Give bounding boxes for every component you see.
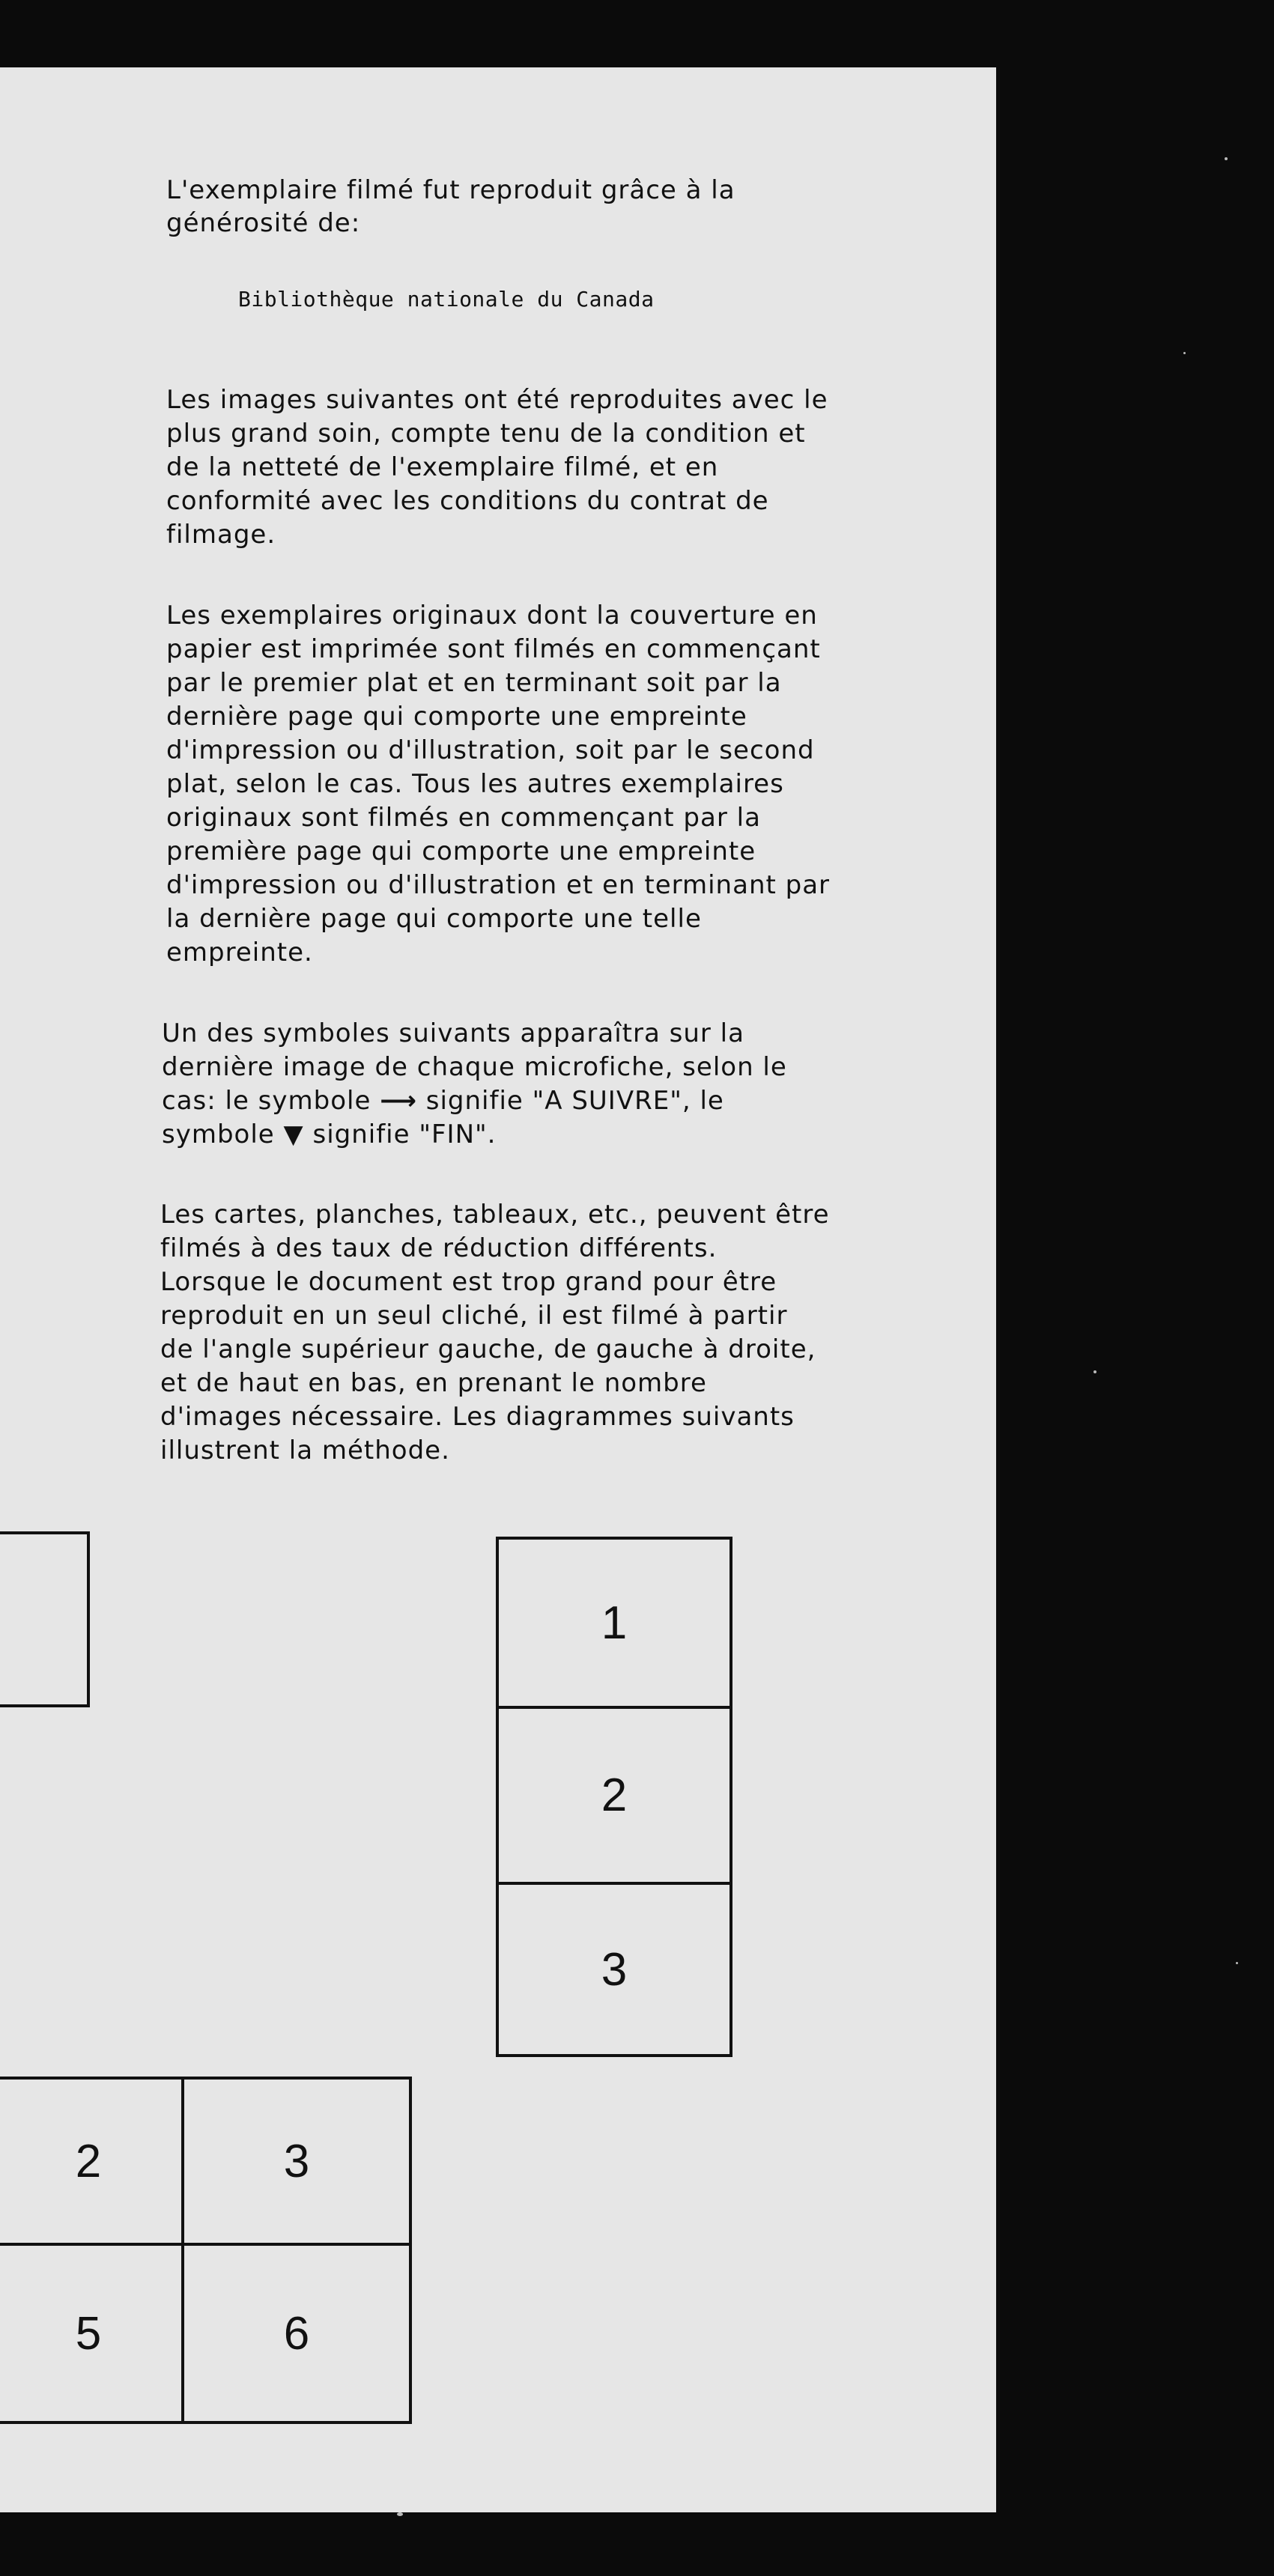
library-name: Bibliothèque nationale du Canada (238, 287, 655, 312)
paragraph-images: Les images suivantes ont été reproduites avec le plus grand soin, compte tenu de la condition et de la netteté de l'exemplaire filmé, et en conformité avec les conditions du contrat de filmage. (166, 385, 828, 550)
scan-speck (1183, 352, 1186, 354)
diagram-vertical-cell: 3 (496, 1882, 732, 2057)
diagram-grid-cell: 2 (0, 2077, 184, 2246)
symbols-line-4-end: signifie "FIN". (303, 1120, 497, 1149)
diagram-single-frame (0, 1531, 90, 1707)
symbols-line-3 (162, 1084, 724, 1118)
triangle-down-icon: ▼ (283, 1120, 304, 1149)
diagram-grid-cell: 5 (0, 2243, 184, 2424)
symbols-line-2: dernière image de chaque microfiche, selon le (162, 1052, 787, 1082)
scan-speck (1093, 1370, 1096, 1373)
symbols-line-3-end: signifie "A SUIVRE", le (416, 1086, 724, 1116)
symbols-line-3-start: cas: le symbole (162, 1086, 380, 1116)
scan-speck (397, 2512, 403, 2516)
intro-line-2: générosité de: (166, 208, 361, 238)
diagram-grid-cell: 3 (181, 2077, 412, 2246)
diagram-vertical-cell: 2 (496, 1706, 732, 1885)
symbols-line-1: Un des symboles suivants apparaîtra sur la (162, 1018, 744, 1048)
paragraph-maps: Les cartes, planches, tableaux, etc., peuvent être filmés à des taux de réduction différents. Lorsque le document est trop grand pour être reproduit en un seul cliché, il est filmé à partir de l'angle supérieur gauche, de gauche à droite, et de haut en bas, en prenant le nombre d'images nécessaire. Les diagrammes suivants illustrent la méthode. (160, 1200, 830, 1465)
paragraph-originals: Les exemplaires originaux dont la couverture en papier est imprimée sont filmés en commençant par le premier plat et en terminant soit par la dernière page qui comporte une empreinte d'impression ou d'illustration, soit par le second plat, selon le cas. Tous les autres exemplaires originaux sont filmés en commençant par la première page qui comporte une empreinte d'impression ou d'illustration et en terminant par la dernière page qui comporte une telle empreinte. (166, 601, 831, 967)
diagram-vertical-cell: 1 (496, 1537, 732, 1709)
scan-speck (1225, 157, 1228, 160)
scan-speck (1236, 1962, 1238, 1964)
symbols-line-4-start: symbole (162, 1120, 284, 1149)
symbols-line-4 (162, 1118, 496, 1152)
intro-line-1: L'exemplaire filmé fut reproduit grâce à la (166, 175, 735, 205)
diagram-grid-cell: 6 (181, 2243, 412, 2424)
arrow-icon: ⟶ (380, 1086, 417, 1116)
